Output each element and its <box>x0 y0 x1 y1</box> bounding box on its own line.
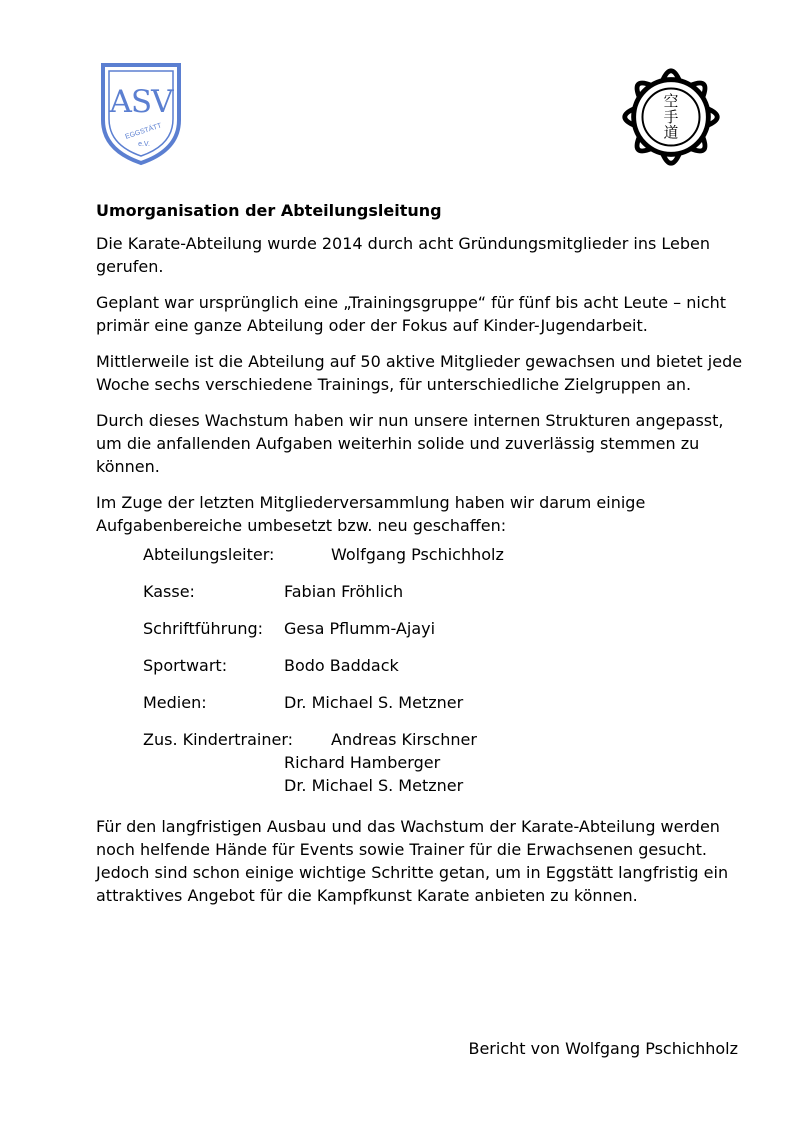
role-label: Medien: <box>143 693 207 712</box>
role-name: Bodo Baddack <box>284 656 399 675</box>
role-name: Dr. Michael S. Metzner <box>284 693 464 712</box>
paragraph-assembly: Im Zuge der letzten Mitgliederversammlung haben wir darum einige Aufgabenbereiche umbesetzt bzw. neu geschaffen: <box>96 493 646 535</box>
role-row <box>143 617 746 640</box>
role-row <box>143 543 746 566</box>
paragraph-growth: Mittlerweile ist die Abteilung auf 50 aktive Mitglieder gewachsen und bietet jede Woche sechs verschiedene Trainings, für unterschiedliche Zielgruppen an. <box>96 352 743 394</box>
role-row <box>143 580 746 603</box>
role-label: Sportwart: <box>143 656 228 675</box>
role-name: Wolfgang Pschichholz <box>331 545 504 564</box>
role-name: Dr. Michael S. Metzner <box>284 776 464 795</box>
paragraph-founding: Die Karate-Abteilung wurde 2014 durch acht Gründungsmitglieder ins Leben gerufen. <box>96 234 710 276</box>
report-signature: Bericht von Wolfgang Pschichholz <box>468 1039 738 1058</box>
paragraph-closing: Für den langfristigen Ausbau und das Wachstum der Karate-Abteilung werden noch helfende Hände für Events sowie Trainer für die Erwachsenen gesucht. Jedoch sind schon einige wichtige Schritte getan, um in Eggstätt langfristig ein attraktives Angebot für die Kampfkunst Karate anbieten zu können. <box>96 817 729 905</box>
karate-glyph-2: 手 <box>663 108 679 126</box>
karate-glyph-1: 空 <box>663 93 679 111</box>
article-body <box>96 199 746 920</box>
role-name: Andreas Kirschner <box>331 730 477 749</box>
role-label: Kasse: <box>143 582 195 601</box>
asv-logo-text: ASV <box>109 84 173 120</box>
role-row <box>143 728 746 797</box>
paragraph-plan: Geplant war ursprünglich eine „Trainingsgruppe“ für fünf bis acht Leute – nicht primär eine ganze Abteilung oder der Fokus auf Kinder-Jugendarbeit. <box>96 293 727 335</box>
karate-glyph-3: 道 <box>663 124 679 142</box>
role-name: Gesa Pflumm-Ajayi <box>284 619 436 638</box>
paragraph-structures: Durch dieses Wachstum haben wir nun unsere internen Strukturen angepasst, um die anfallenden Aufgaben weiterhin solide und zuverlässig stemmen zu können. <box>96 411 724 476</box>
role-label: Abteilungsleiter: <box>143 545 275 564</box>
role-list <box>143 543 746 797</box>
article-title: Umorganisation der Abteilungsleitung <box>96 201 442 220</box>
role-label: Schriftführung: <box>143 619 264 638</box>
role-row <box>143 654 746 677</box>
role-row <box>143 691 746 714</box>
role-name: Richard Hamberger <box>284 753 441 772</box>
asv-logo-suffix: e.V. <box>138 141 150 148</box>
role-label: Zus. Kindertrainer: <box>143 730 294 749</box>
asv-logo-place: EGGSTÄTT <box>124 122 163 141</box>
karate-lotus-logo <box>612 58 730 176</box>
asv-club-logo <box>100 62 182 166</box>
role-name: Fabian Fröhlich <box>284 582 404 601</box>
